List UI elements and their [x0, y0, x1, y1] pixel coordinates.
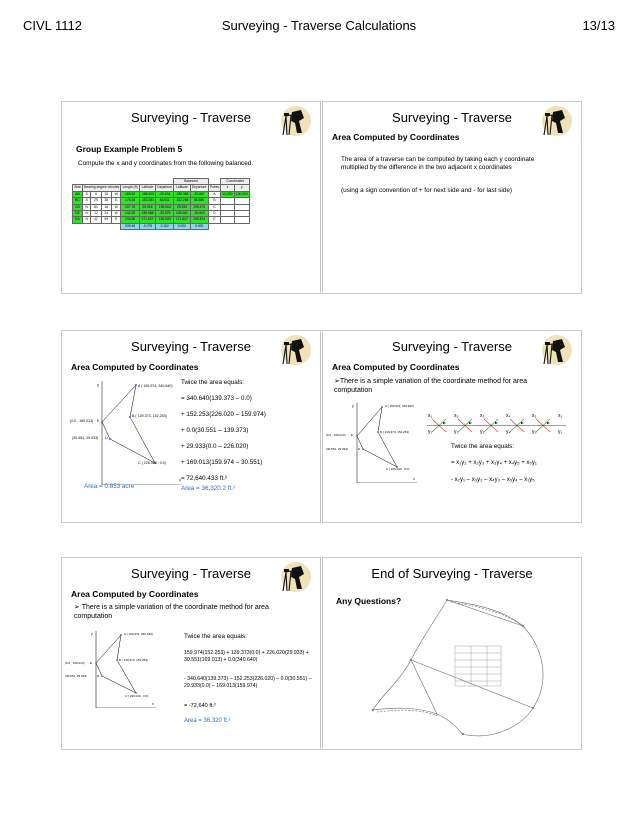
table-cell: 59: [101, 217, 111, 223]
axis-x-label: x: [152, 702, 154, 706]
table-cell: N: [82, 217, 90, 223]
table-cell: W: [111, 204, 121, 210]
table-cell: 234.58: [121, 217, 139, 223]
slide-subtitle: Area Computed by Coordinates: [332, 362, 460, 372]
table-cell: EA: [73, 217, 83, 223]
slide-subtitle: Area Computed by Coordinates: [71, 589, 199, 599]
col-header: Points: [209, 185, 220, 190]
table-cell: 29.916: [139, 204, 155, 210]
axis-y-label: y: [91, 632, 93, 636]
equation-line: + 0.0(30.551 – 139.373): [181, 427, 249, 434]
page-number: 13/13: [582, 18, 615, 33]
table-cell: A: [208, 191, 221, 197]
point-e-coords: (0.0 , 169.013): [70, 419, 94, 423]
survey-plan-sketch: [351, 590, 577, 746]
total-latitude: -0.075: [139, 223, 155, 229]
slide-2: [322, 101, 582, 294]
x-term: x₁: [428, 413, 433, 419]
table-cell: 24: [101, 210, 111, 216]
table-cell: 197.78: [121, 204, 139, 210]
table-cell: 100,000: [235, 191, 248, 196]
table-cell: 38: [101, 198, 111, 204]
slide-4: [322, 330, 582, 523]
bullet-text: There is a simple variation of the coordinate method for area computation: [334, 378, 528, 395]
traverse-table: [72, 178, 250, 230]
bullet-item: [74, 603, 284, 621]
y-term: y₅: [532, 429, 537, 435]
total-length: 939.46: [121, 223, 139, 229]
surveyor-logo-icon: [274, 104, 314, 142]
equation-line: + 169.013(159.974 – 30.551): [181, 459, 263, 466]
point-d-coords: (30.551, 29.933): [72, 436, 99, 440]
table-cell: BC: [73, 198, 83, 204]
point-b-label: B ( 139.373, 152.253): [119, 658, 149, 662]
slide-5: [61, 557, 321, 750]
col-header: Departure: [157, 185, 173, 190]
y-term: y₂: [454, 429, 459, 435]
table-cell: D: [208, 210, 221, 216]
table-cell: 159.874: [190, 217, 208, 223]
y-term: y₃: [480, 429, 485, 435]
table-cell: 86.611: [156, 198, 174, 204]
table-cell: 10,000: [222, 191, 233, 196]
surveyor-logo-icon: [535, 333, 575, 371]
equation-result: = 72,640.433 ft.²: [181, 475, 228, 482]
point-a-label: A ( 159.974, 340.640): [385, 404, 414, 408]
equation-heading: Twice the area equals:: [184, 633, 248, 640]
table-cell: -20.634: [156, 191, 174, 197]
slide-3: [61, 330, 321, 523]
slide-text: The area of a traverse can be computed by taking each y coordinate multiplied by the difference in the two adjacent x coordinates: [341, 156, 535, 172]
slide-title: Surveying - Traverse: [392, 110, 512, 125]
equation-line: = 340.640(139.373 – 0.0): [181, 395, 252, 402]
point-a-label: A ( 159.974, 340.640): [138, 384, 173, 388]
equation-line: + 29.933(0.0 – 226.020): [181, 443, 249, 450]
table-cell: 175.18: [121, 198, 139, 204]
equation-line: - 340.640(139.373) – 152.253(226.020) – 0.0(30.551) – 29.933(0.0) – 169.013(159.974): [184, 676, 312, 689]
table-cell: 29: [91, 198, 101, 204]
col-header: Latitude: [139, 185, 155, 191]
point-e-coords: (0.0 , 169.013): [326, 433, 346, 437]
table-cell: -30.579: [156, 210, 174, 216]
point-d-label: D: [105, 436, 108, 440]
header-left: CIVL 1112: [23, 18, 83, 33]
area-sqft: Area = 36,320 ft.²: [184, 718, 231, 724]
surveyor-logo-icon: [274, 333, 314, 371]
table-cell: E: [111, 217, 121, 223]
table-cell: -30.603: [190, 210, 208, 216]
table-cell: 195.470: [190, 204, 208, 210]
table-cell: S: [82, 198, 90, 204]
equation-line: = x₁y₂ + x₂y₃ + x₃y₄ + x₄y₅ + x₅y₁: [451, 460, 537, 466]
point-d-coords: (30.551, 29.933): [65, 674, 88, 678]
col-header: Length (ft): [122, 185, 138, 190]
col-header: x: [221, 185, 234, 191]
table-cell: 18: [101, 204, 111, 210]
total-bal-departure: 0.000: [190, 223, 208, 229]
table-cell: W: [111, 191, 121, 197]
table-cell: N: [82, 204, 90, 210]
equation-line: + 152.253(226.020 – 159.974): [181, 411, 266, 418]
table-cell: 159.933: [156, 217, 174, 223]
point-b-label: B ( 139.373, 152.253): [132, 414, 167, 418]
bullet-arrow-icon: ➢: [74, 604, 82, 611]
surveyor-logo-icon: [535, 104, 575, 142]
table-cell: 42: [91, 217, 101, 223]
x-term: x₄: [506, 413, 511, 419]
point-e-label: E: [97, 419, 100, 423]
slide-subtitle: Group Example Problem 5: [76, 144, 183, 154]
slide-title: Surveying - Traverse: [131, 566, 251, 581]
equation-result: = -72,640 ft.²: [184, 703, 216, 709]
table-cell: E: [208, 217, 221, 223]
slide-title: Surveying - Traverse: [392, 339, 512, 354]
slide-subtitle: Any Questions?: [336, 596, 402, 606]
col-header: Departure: [191, 185, 207, 190]
slide-title: End of Surveying - Traverse: [371, 566, 533, 581]
table-cell: W: [111, 210, 121, 216]
slide-subtitle: Area Computed by Coordinates: [71, 362, 199, 372]
table-cell: 6: [91, 191, 101, 197]
slide-text: (using a sign convention of + for next side and - for last side): [341, 187, 513, 194]
table-cell: 171.627: [174, 217, 190, 223]
cross-multiply-diagram: [426, 413, 568, 439]
x-term: x₅: [532, 413, 537, 419]
table-cell: -20.667: [190, 191, 208, 197]
table-cell: 86.580: [190, 198, 208, 204]
table-cell: -152.268: [175, 198, 189, 203]
table-cell: 81: [91, 204, 101, 210]
point-b-label: B ( 139.373, 152.253): [380, 430, 410, 434]
y-term: y₄: [506, 429, 511, 435]
surveyor-logo-icon: [274, 560, 314, 598]
table-cell: DE: [73, 210, 83, 216]
area-acre: Area = 0.853 acre: [84, 483, 135, 490]
slide-text: Compute the x and y coordinates from the following balanced.: [78, 160, 254, 167]
bullet-arrow-icon: ➢: [334, 378, 340, 385]
table-cell: 139.068: [139, 210, 155, 216]
y-term: y₁: [558, 429, 563, 435]
table-cell: 189.53: [121, 191, 139, 197]
axis-y-label: y: [352, 404, 354, 408]
bullet-item: [334, 377, 544, 395]
table-cell: 195.504: [156, 204, 174, 210]
header-title: Surveying - Traverse Calculations: [221, 18, 417, 33]
point-d-label: D: [97, 674, 100, 678]
col-header: Bearing degree minutes: [84, 185, 120, 190]
equation-heading: Twice the area equals:: [451, 443, 515, 450]
slide-subtitle: Area Computed by Coordinates: [332, 132, 460, 142]
point-c-label: C ( 226.020 , 0.0): [138, 461, 166, 465]
table-cell: C: [208, 204, 221, 210]
col-header: y: [234, 185, 249, 191]
table-cell: CD: [73, 204, 83, 210]
table-cell: -152.283: [140, 198, 154, 203]
traverse-diagram: [64, 377, 184, 485]
point-c-label: C ( 226.020 , 0.0): [386, 467, 410, 471]
point-a-label: A ( 159.974, 340.640): [124, 632, 153, 636]
point-e-coords: (0.0 , 169.013): [65, 661, 85, 665]
point-e-label: E: [351, 433, 354, 437]
table-cell: N: [82, 210, 90, 216]
table-cell: 142.39: [121, 210, 139, 216]
x-term: x₃: [480, 413, 485, 419]
point-e-label: E: [90, 661, 93, 665]
table-cell: S: [82, 191, 90, 197]
x-term: x₁: [558, 413, 563, 419]
equation-line: 159.974(152.253) + 139.373(0.0) + 226.020(29.933) + 30.551(169.013) + 0.0(340.640): [184, 650, 309, 663]
table-cell: 12: [91, 210, 101, 216]
bullet-text: There is a simple variation of the coordinate method for area computation: [74, 604, 269, 621]
table-cell: AB: [73, 191, 83, 197]
point-c-label: C ( 226.020 , 0.0): [125, 694, 149, 698]
table-cell: 171.607: [139, 217, 155, 223]
axis-x-label: x: [179, 477, 181, 482]
slide-title: Surveying - Traverse: [131, 339, 251, 354]
group-header-coordinates: Coordinates: [221, 179, 250, 185]
table-cell: 139.081: [174, 210, 190, 216]
total-departure: 0.162: [156, 223, 174, 229]
point-d-coords: (30.551, 29.933): [326, 447, 349, 451]
axis-y-label: y: [97, 382, 99, 387]
table-cell: -188.388: [175, 191, 189, 196]
slide-1: [61, 101, 321, 294]
slide-6: [322, 557, 582, 750]
table-cell: 29.933: [174, 204, 190, 210]
slide-title: Surveying - Traverse: [131, 110, 251, 125]
col-header: Latitude: [174, 185, 190, 191]
x-term: x₂: [454, 413, 459, 419]
axis-x-label: x: [413, 477, 415, 481]
table-cell: -188.403: [140, 191, 154, 196]
col-header: Side: [74, 185, 81, 190]
equation-line: - x₂y₁ – x₃y₂ – x₄y₃ – x₅y₄ – x₁y₅: [451, 477, 535, 483]
table-cell: 15: [101, 191, 111, 197]
total-bal-latitude: 0.000: [174, 223, 190, 229]
point-d-label: D: [358, 447, 361, 451]
y-term: y₁: [428, 429, 433, 435]
area-sqft: Area = 36,320.2 ft.²: [181, 485, 236, 492]
table-cell: B: [208, 198, 221, 204]
table-cell: E: [111, 198, 121, 204]
equation-line: Twice the area equals:: [181, 379, 245, 386]
group-header-balanced: Balanced: [174, 179, 208, 185]
